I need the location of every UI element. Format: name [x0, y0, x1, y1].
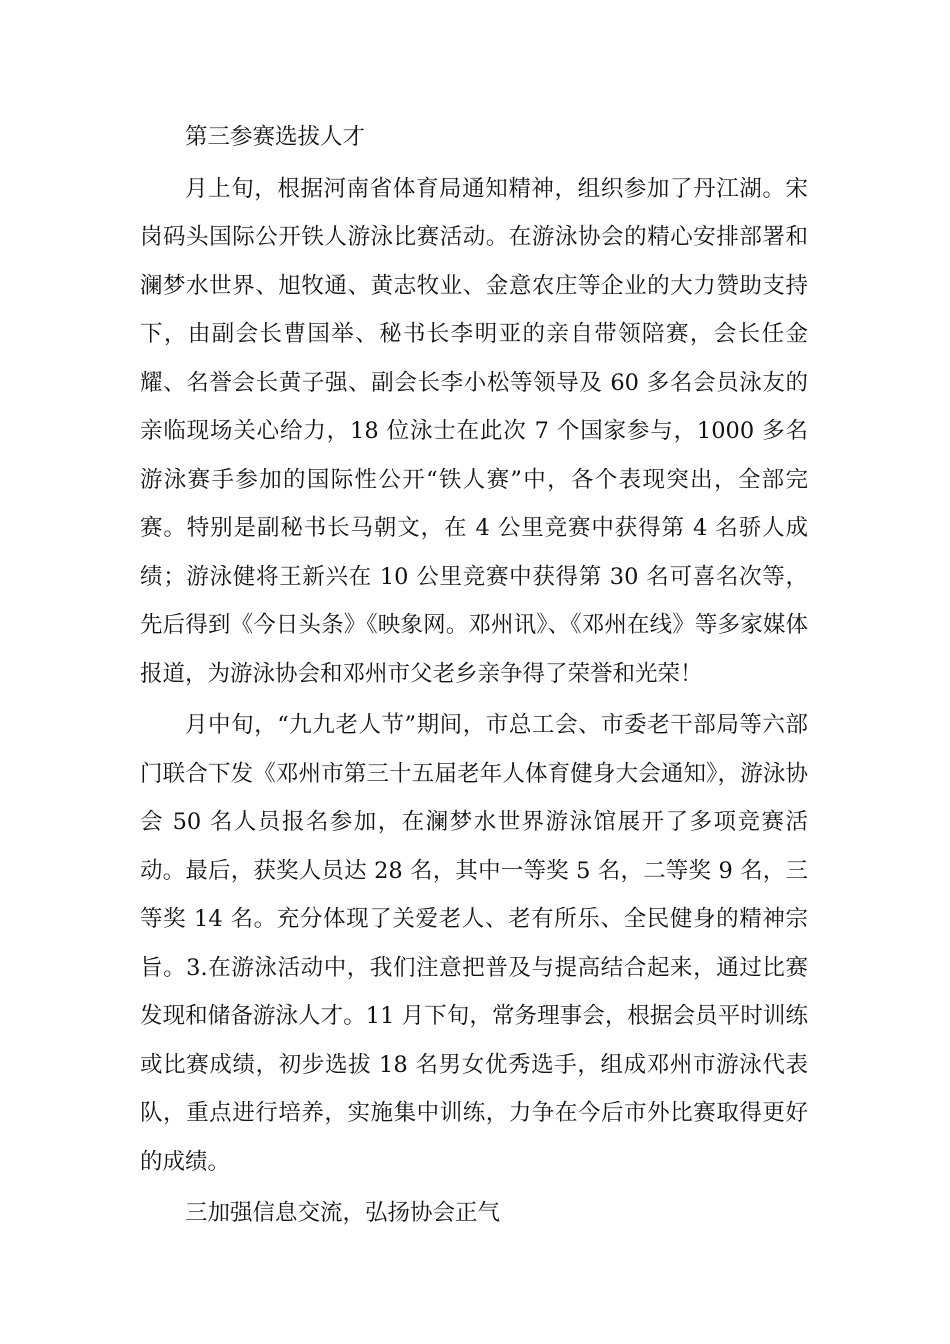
section-heading-information: 三加强信息交流，弘扬协会正气: [185, 1200, 501, 1226]
section-heading-competition: 第三参赛选拔人才: [185, 124, 366, 150]
paragraph-ironman-race: 月上旬，根据河南省体育局通知精神，组织参加了丹江湖。宋岗码头国际公开铁人游泳比赛活动。在游泳协会的精心安排部署和澜梦水世界、旭牧通、黄志牧业、金意农庄等企业的大力赞助支持下，由副会长曹国举、秘书长李明亚的亲自带领陪赛，会长任金耀、名誉会长黄子强、副会长李小松等领导及 60 多名会员泳友的亲临现场关心给力，18 位泳士在此次 7 个国家参与，1000 多名游泳赛手参加的国际性公开“铁人赛”中，各个表现突出，全部完赛。特别是副秘书长马朝文，在 4 公里竞赛中获得第 4 名骄人成绩；游泳健将王新兴在 10 公里竞赛中获得第 30 名可喜名次等，先后得到《今日头条》《映象网。邓州讯》、《邓州在线》等多家媒体报道，为游泳协会和邓州市父老乡亲争得了荣誉和光荣！: [140, 175, 808, 687]
paragraph-elderly-festival: 月中旬，“九九老人节”期间，市总工会、市委老干部局等六部门联合下发《邓州市第三十五届老年人体育健身大会通知》，游泳协会 50 名人员报名参加，在澜梦水世界游泳馆展开了多项竞赛活动。最后，获奖人员达 28 名，其中一等奖 5 名，二等奖 9 名，三等奖 14 名。充分体现了关爱老人、老有所乐、全民健身的精神宗旨。3.在游泳活动中，我们注意把普及与提高结合起来，通过比赛发现和储备游泳人才。11 月下旬，常务理事会，根据会员平时训练或比赛成绩，初步选拔 18 名男女优秀选手，组成邓州市游泳代表队，重点进行培养，实施集中训练，力争在今后市外比赛取得更好的成绩。: [140, 712, 808, 1175]
document-body: [140, 113, 808, 1241]
